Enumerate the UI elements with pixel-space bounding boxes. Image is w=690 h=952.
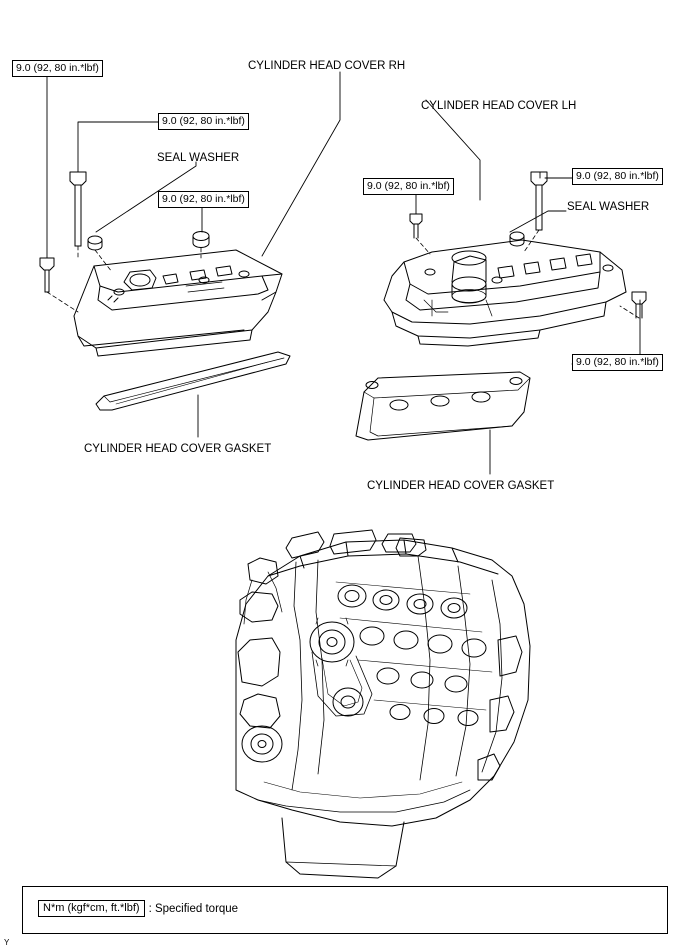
legend-unit-box: N*m (kgf*cm, ft.*lbf) (38, 900, 145, 917)
callout-gasket-left: CYLINDER HEAD COVER GASKET (84, 443, 272, 455)
torque-spec-lh-lower-right: 9.0 (92, 80 in.*lbf) (572, 354, 663, 371)
callout-cylinder-head-cover-lh: CYLINDER HEAD COVER LH (421, 100, 577, 112)
corner-mark: Y (4, 938, 10, 947)
frame-line-right (667, 886, 668, 934)
legend-description: : Specified torque (148, 902, 239, 915)
torque-spec-rh-lower-left: 9.0 (92, 80 in.*lbf) (158, 191, 249, 208)
torque-spec-lh-left: 9.0 (92, 80 in.*lbf) (363, 178, 454, 195)
torque-spec-rh-mid-left: 9.0 (92, 80 in.*lbf) (158, 113, 249, 130)
torque-spec-rh-upper-left: 9.0 (92, 80 in.*lbf) (12, 60, 103, 77)
callout-gasket-right: CYLINDER HEAD COVER GASKET (367, 480, 555, 492)
torque-spec-lh-upper-right: 9.0 (92, 80 in.*lbf) (572, 168, 663, 185)
callout-seal-washer-left: SEAL WASHER (157, 152, 240, 164)
callout-cylinder-head-cover-rh: CYLINDER HEAD COVER RH (248, 60, 406, 72)
frame-line-top (22, 886, 668, 887)
frame-line-left (22, 886, 23, 934)
legend (38, 900, 238, 917)
frame-line-bottom (22, 933, 668, 934)
callout-seal-washer-right: SEAL WASHER (567, 201, 650, 213)
